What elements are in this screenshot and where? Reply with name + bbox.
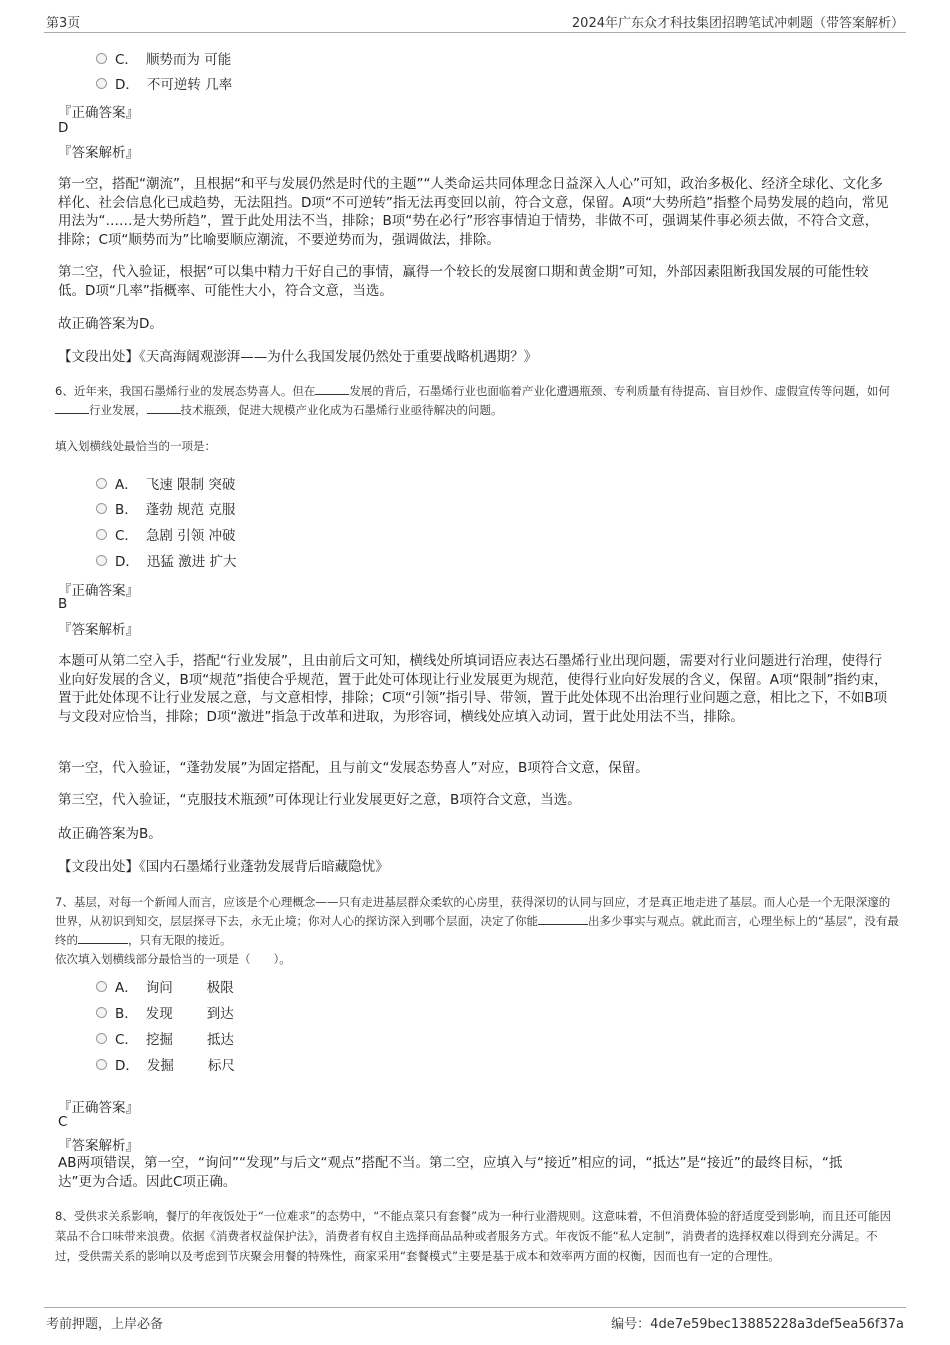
- text-segment: [538, 912, 588, 925]
- text-segment: 发展的背后，石墨烯行业也面临着产业化遭遇瓶颈、专利质量有待提高、盲目炒作、虚假宣传等问题，如何: [349, 384, 890, 398]
- text-segment: 技术瓶颈，促进大规模产业化成为石墨烯行业亟待解决的问题。: [180, 403, 503, 417]
- header-divider: [44, 32, 906, 33]
- text-segment: D．: [115, 1058, 139, 1074]
- option-b[interactable]: [96, 1002, 234, 1022]
- option-a[interactable]: [96, 976, 234, 996]
- text-segment: 急剧 引领 冲破: [145, 528, 236, 544]
- radio-icon[interactable]: [96, 529, 107, 540]
- document-title: 2024年广东众才科技集团招聘笔试冲刺题（带答案解析）: [571, 16, 904, 31]
- question-6-prompt: 填入划横线处最恰当的一项是：: [55, 439, 216, 453]
- option-d[interactable]: [96, 1054, 235, 1074]
- answer: B: [58, 596, 68, 612]
- document-id: 编号：4de7e59bec13885228a3def5ea56f37a: [611, 1317, 904, 1332]
- text-segment: 询问: [145, 980, 173, 996]
- text-segment: ，只有无限的接近。: [128, 933, 232, 947]
- text-segment: 抵达: [206, 1032, 234, 1048]
- option-d[interactable]: [96, 73, 232, 93]
- answer: C: [58, 1114, 68, 1130]
- text-segment: B．: [115, 1006, 138, 1022]
- analysis-conclusion: 故正确答案为D。: [58, 316, 163, 332]
- text-segment: 行业发展，: [89, 403, 147, 417]
- text-segment: 蓬勃 规范 克服: [145, 502, 236, 518]
- option-b[interactable]: [96, 498, 235, 518]
- text-segment: [78, 931, 128, 944]
- text-segment: 发现: [145, 1006, 173, 1022]
- text-segment: 到达: [206, 1006, 234, 1022]
- text-segment: 出多少事实与观点。就此而言，心理坐标上的“基层”，没有最终的: [55, 914, 899, 947]
- radio-icon[interactable]: [96, 1007, 107, 1018]
- question-8-stem: 8、受供求关系影响，餐厅的年夜饭处于“一位难求”的态势中，“不能点菜只有套餐”成为一种行业潜规则。这意味着，不但消费体验的舒适度受到影响，而且还可能因菜品不合口味带来浪费。依据《消费者权益保护法》，消费者有权自主选择商品品种或者服务方式。年夜饭不能“私人定制”，消费者的选择权难以得到充分满足。不过，受供需关系的影响以及考虑到节庆聚会用餐的特殊性，商家采用“套餐模式”主要是基于成本和效率两方面的权衡，因而也有一定的合理性。: [55, 1209, 892, 1263]
- radio-icon[interactable]: [96, 1059, 107, 1070]
- source-citation: 【文段出处】《天高海阔观澎湃——为什么我国发展仍然处于重要战略机遇期？》: [58, 349, 538, 365]
- option-c[interactable]: [96, 1028, 234, 1048]
- answer-label: 『正确答案』: [58, 1100, 139, 1116]
- text-segment: 发掘: [146, 1058, 174, 1074]
- radio-icon[interactable]: [96, 981, 107, 992]
- text-segment: C．: [115, 52, 138, 68]
- text-segment: A．: [115, 477, 138, 493]
- answer-label: 『正确答案』: [58, 583, 139, 599]
- text-segment: 标尺: [207, 1058, 235, 1074]
- text-segment: 极限: [206, 980, 234, 996]
- question-6-stem: [55, 382, 900, 420]
- text-segment: 飞速 限制 突破: [145, 477, 236, 493]
- option-c[interactable]: [96, 48, 231, 68]
- page-number: 第3页: [46, 16, 81, 31]
- option-c[interactable]: [96, 524, 236, 544]
- radio-icon[interactable]: [96, 503, 107, 514]
- radio-icon[interactable]: [96, 53, 107, 64]
- analysis-paragraph: 第二空，代入验证，根据“可以集中精力干好自己的事情，赢得一个较长的发展窗口期和黄金期”可知，外部因素阻断我国发展的可能性较低。D项“几率”指概率、可能性大小，符合文意，当选。: [58, 264, 869, 299]
- analysis-label: 『答案解析』: [58, 1138, 139, 1154]
- analysis-paragraph: AB两项错误，第一空，“询问”“发现”与后文“观点”搭配不当。第二空，应填入与“接近”相应的词，“抵达”是“接近”的最终目标，“抵达”更为合适。因此C项正确。: [58, 1155, 843, 1190]
- text-segment: [315, 382, 349, 395]
- text-segment: [147, 401, 181, 414]
- text-segment: [55, 401, 89, 414]
- text-segment: D．: [115, 77, 139, 93]
- answer: D: [58, 120, 69, 136]
- text-segment: 7、基层，对每一个新闻人而言，应该是个心理概念——只有走进基层群众柔软的心房里，获得深切的认同与回应，才是真正地走进了基层。而人心是一个无限深邃的世界，从初识到知交，层层探寻下去，永无止境；你对人心的探访深入到哪个层面，决定了你能: [55, 895, 891, 928]
- analysis-label: 『答案解析』: [58, 145, 139, 161]
- analysis-paragraph: 本题可从第二空入手，搭配“行业发展”，且由前后文可知，横线处所填词语应表达石墨烯行业出现问题，需要对行业问题进行治理，使得行业向好发展的含义，B项“规范”指使合乎规范，置于此处可体现让行业发展更为规范，使得行业向好发展的含义，保留。A项“限制”指约束，置于此处体现不让行业发展之意，与文意相悖，排除；C项“引领”指引导、带领，置于此处体现不出治理行业问题之意，相比之下，不如B项与文段对应恰当，排除；D项“激进”指急于改革和进取，为形容词，横线处应填入动词，置于此处用法不当，排除。: [58, 653, 888, 725]
- radio-icon[interactable]: [96, 78, 107, 89]
- text-segment: 6、近年来，我国石墨烯行业的发展态势喜人。但在: [55, 384, 316, 398]
- radio-icon[interactable]: [96, 555, 107, 566]
- analysis-conclusion: 故正确答案为B。: [58, 826, 162, 842]
- text-segment: B．: [115, 502, 138, 518]
- analysis-paragraph: 第一空，搭配“潮流”，且根据“和平与发展仍然是时代的主题”“人类命运共同体理念日益深入人心”可知，政治多极化、经济全球化、文化多样化、社会信息化已成趋势，无法阻挡。D项“不可逆转”指无法再变回以前，符合文意，保留。A项“大势所趋”指整个局势发展的趋向，常见用法为“……是大势所趋”，置于此处用法不当，排除；B项“势在必行”形容事情迫于情势，非做不可，强调某件事必须去做，不符合文意，排除；C项“顺势而为”比喻要顺应潮流，不要逆势而为，强调做法，排除。: [58, 176, 889, 248]
- question-7-prompt: 依次填入划横线部分最恰当的一项是（ ）。: [55, 952, 291, 966]
- text-segment: A．: [115, 980, 138, 996]
- text-segment: D．: [115, 554, 139, 570]
- text-segment: 顺势而为 可能: [145, 52, 232, 68]
- text-segment: C．: [115, 1032, 138, 1048]
- analysis-paragraph: 第一空，代入验证，“蓬勃发展”为固定搭配，且与前文“发展态势喜人”对应，B项符合文意，保留。: [58, 760, 649, 776]
- source-citation: 【文段出处】《国内石墨烯行业蓬勃发展背后暗藏隐忧》: [58, 859, 389, 875]
- text-segment: 挖掘: [145, 1032, 173, 1048]
- radio-icon[interactable]: [96, 1033, 107, 1044]
- radio-icon[interactable]: [96, 478, 107, 489]
- text-segment: 不可逆转 几率: [146, 77, 233, 93]
- footer-divider: [44, 1307, 906, 1308]
- analysis-label: 『答案解析』: [58, 622, 139, 638]
- analysis-paragraph: 第三空，代入验证，“克服技术瓶颈”可体现让行业发展更好之意，B项符合文意，当选。: [58, 792, 581, 808]
- footer-slogan: 考前押题，上岸必备: [46, 1317, 164, 1332]
- answer-label: 『正确答案』: [58, 105, 139, 121]
- option-d[interactable]: [96, 550, 237, 570]
- question-7-stem: [55, 893, 900, 950]
- text-segment: C．: [115, 528, 138, 544]
- option-a[interactable]: [96, 473, 235, 493]
- text-segment: 迅猛 激进 扩大: [146, 554, 237, 570]
